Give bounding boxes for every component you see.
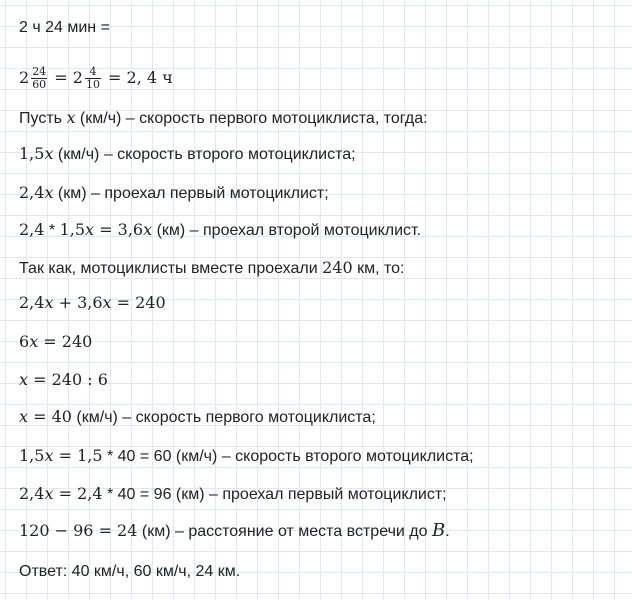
equals-sign: = (49, 68, 73, 87)
fraction-4-10 (85, 66, 101, 91)
answer-line (19, 562, 240, 582)
equation-part: 120 − 96 = 24 (19, 521, 138, 540)
simplified-equation-line (19, 332, 92, 352)
whole-part: 2 (19, 68, 30, 87)
time-expression-text: 2 ч 24 мин = (19, 19, 110, 36)
answer-text: Ответ: 40 км/ч, 60 км/ч, 24 км. (19, 563, 241, 580)
text: * 40 = 60 (км/ч) – скорость второго мотоциклиста; (102, 448, 474, 465)
variable-x: x (44, 183, 54, 202)
text: (км) – расстояние от места встречи до (137, 523, 432, 540)
text: * 40 = 96 (км) – проехал первый мотоциклист; (102, 486, 447, 503)
point-b: B (431, 520, 446, 541)
text: Пусть (19, 110, 67, 127)
variable-x: x (44, 484, 54, 503)
coefficient: 2,4 (19, 183, 45, 202)
number: 6 (19, 332, 30, 351)
text: (км) – проехал первый мотоциклист; (53, 185, 329, 202)
equation-part: = 1,5 (53, 446, 103, 465)
variable-x: x (44, 144, 54, 163)
assumption-line (19, 108, 428, 129)
variable-x: x (66, 108, 76, 127)
number: 2,4 (19, 220, 45, 239)
number: 1,5 (19, 446, 45, 465)
number: 1,5 (59, 220, 86, 239)
numerator: 4 (85, 66, 101, 79)
whole-part: 2 (72, 68, 83, 87)
time-expression-line (19, 18, 110, 38)
variable-x: x (44, 293, 54, 312)
equation-part: = 3,6 (94, 220, 144, 239)
number: 240 (322, 258, 353, 277)
number: 2,4 (19, 484, 45, 503)
variable-x: x (19, 370, 29, 389)
text: (км/ч) – скорость первого мотоциклиста, тогда: (75, 110, 428, 127)
first-distance-line (19, 183, 329, 204)
variable-x: x (19, 407, 29, 426)
variable-x: x (102, 293, 112, 312)
text: . (445, 523, 450, 540)
text: (км/ч) – скорость второго мотоциклиста; (53, 146, 356, 163)
denominator: 60 (32, 78, 47, 91)
coefficient: 1,5 (19, 144, 45, 163)
number: 2,4 (19, 293, 45, 312)
equation-part: = 2,4 (53, 484, 103, 503)
variable-x: x (29, 332, 39, 351)
variable-x: x (85, 220, 95, 239)
first-distance-result-line (19, 484, 447, 505)
text: Так как, мотоциклисты вместе проехали (19, 260, 323, 277)
variable-x: x (143, 220, 153, 239)
remaining-distance-line (19, 521, 450, 542)
text: (км/ч) – скорость первого мотоциклиста; (71, 409, 376, 426)
equation-part: = 240 (38, 332, 93, 351)
fraction-24-60 (31, 66, 47, 91)
equation-part: + 3,6 (53, 293, 103, 312)
numerator: 24 (32, 65, 47, 78)
multiply-sign: * (44, 222, 60, 239)
second-speed-result-line (19, 446, 474, 467)
equation-line (19, 293, 166, 313)
variable-x: x (44, 446, 54, 465)
equation-part: = 240 : 6 (28, 370, 108, 389)
equation-part: = 40 (28, 407, 72, 426)
result-text: = 2, 4 ч (102, 68, 173, 87)
second-speed-line (19, 144, 356, 165)
time-conversion-line (19, 66, 173, 91)
division-line (19, 370, 108, 390)
equation-part: = 240 (111, 293, 166, 312)
text: (км) – проехал второй мотоциклист. (152, 222, 422, 239)
text: км, то: (352, 260, 405, 277)
denominator: 10 (85, 78, 100, 91)
total-distance-line (19, 258, 405, 279)
first-speed-result-line (19, 407, 376, 428)
second-distance-line (19, 220, 421, 241)
